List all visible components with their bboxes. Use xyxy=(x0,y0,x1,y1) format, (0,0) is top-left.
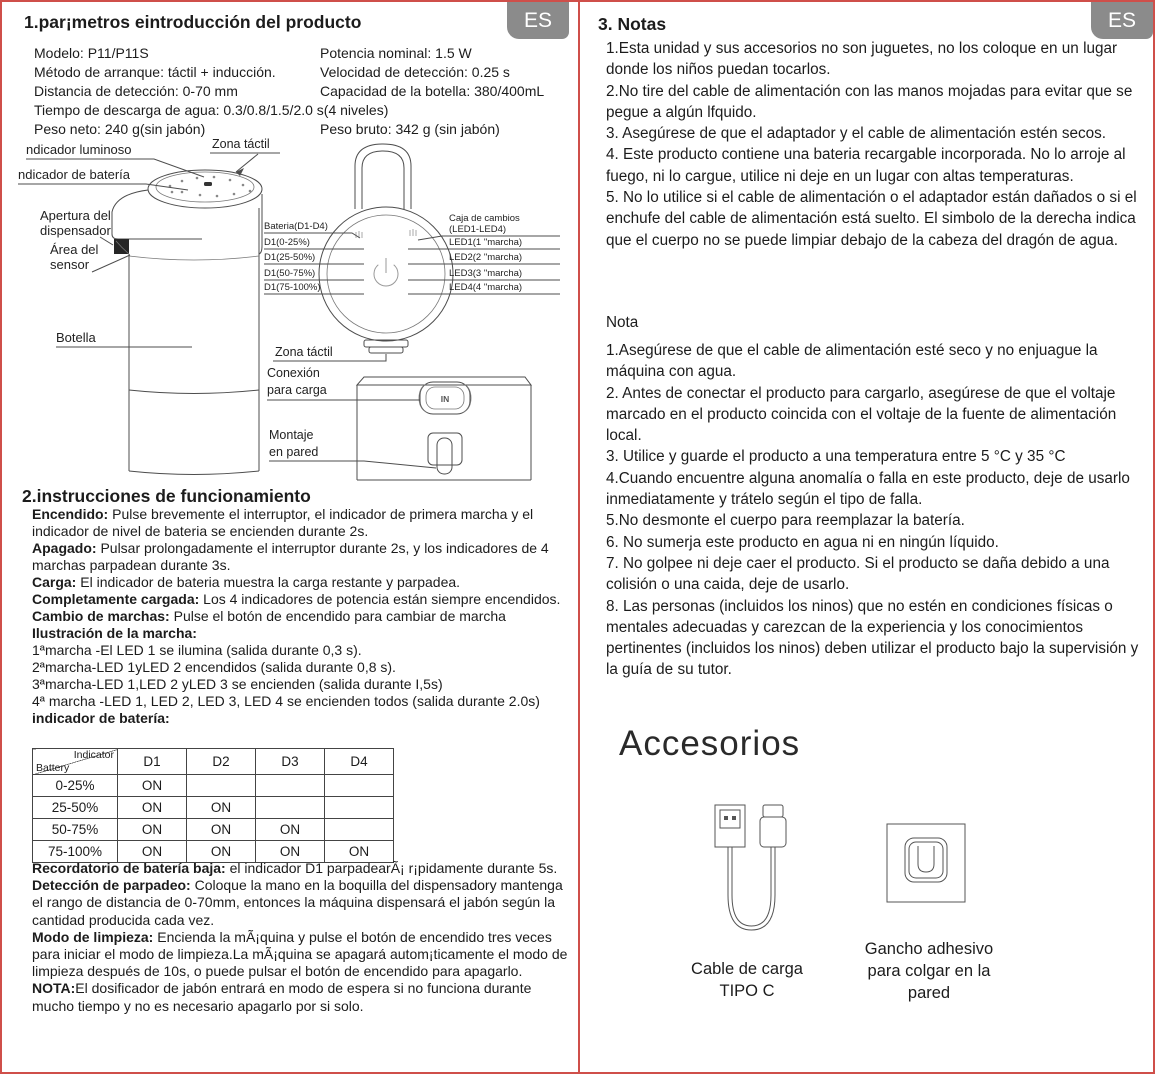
hook-caption xyxy=(834,938,1024,1004)
instruction-item xyxy=(32,642,569,659)
instruction-text: Pulsar prolongadamente el interruptor durante 2s, y los indicadores de 4 marchas parpadean durante 3s. xyxy=(32,540,549,573)
note-item: 3. Asegúrese de que el adaptador y el cable de alimentación estén secos. xyxy=(606,125,1107,143)
instruction-text: 3ªmarcha-LED 1,LED 2 yLED 3 se encienden (salida durante I,5s) xyxy=(32,676,443,692)
label-charge-connection: para carga xyxy=(267,383,327,397)
table-row xyxy=(33,775,394,797)
language-badge xyxy=(507,2,569,39)
wall-hook-icon xyxy=(885,822,967,908)
instruction-lead: Completamente cargada: xyxy=(32,591,200,607)
port-label: IN xyxy=(440,394,450,404)
table-cell: ON xyxy=(325,841,394,863)
instruction-lead: Ilustración de la marcha: xyxy=(32,625,197,641)
adhesive-pad xyxy=(887,824,965,902)
label-sensor-area: sensor xyxy=(50,257,90,272)
corner-label-indicator: Indicator xyxy=(73,749,114,761)
parameter-value: Capacidad de la botella: 380/400mL xyxy=(320,83,545,99)
instruction-item xyxy=(32,591,569,608)
hook-caption-line: Gancho adhesivo xyxy=(864,940,994,958)
section3-title: 3. Notas xyxy=(598,14,667,34)
table-cell: ON xyxy=(256,841,325,863)
table-cell: ON xyxy=(118,797,187,819)
label-battery-level: D1(25-50%) xyxy=(264,252,316,263)
section2-title: 2.instrucciones de funcionamiento xyxy=(22,486,311,506)
hook-caption-line: para colgar en la xyxy=(867,962,991,980)
parameter-row xyxy=(34,44,569,63)
nota-item: 8. Las personas (incluidos los ninos) que no estén en condiciones físicas o mentales adecuadas y carezcan de la experiencia y los conocimientos pertinentes (incluidos los ninos) deben utilizar el producto bajo la supervisión y la guía de su tutor. xyxy=(606,597,1139,679)
instruction-lead: Encendido: xyxy=(32,506,109,522)
language-badge xyxy=(1091,2,1153,39)
parameter-row xyxy=(34,63,569,82)
label-battery-level: D1(0-25%) xyxy=(264,237,310,248)
dispenser-side-view xyxy=(112,170,262,475)
instruction-item xyxy=(32,506,569,540)
label-touch-zone-bottom: Zona táctil xyxy=(275,345,333,359)
label-battery-level: D1(75-100%) xyxy=(264,282,321,293)
instruction-text: el indicador D1 parpadearÃ¡ r¡pidamente durante 5s. xyxy=(225,860,558,876)
usb-cable-icon xyxy=(707,800,797,945)
instruction-item xyxy=(32,877,572,929)
table-cell: ON xyxy=(118,775,187,797)
instruction-text: Encienda la mÃ¡quina y pulse el botón de encendido tres veces para iniciar el modo de limpieza.La mÃ¡quina se apagará autom¡ticamente el modo de limpieza después de 10s, o puede pulsar el botón de encendido para apagarlo. xyxy=(32,928,568,980)
dispenser-back-view xyxy=(357,377,531,480)
table-header-row xyxy=(33,749,394,775)
parameter-value: Distancia de detección: 0-70 mm xyxy=(34,83,238,99)
cable-caption-line: Cable de carga xyxy=(691,960,803,978)
battery-indicator-table xyxy=(32,748,394,863)
instruction-lead: Cambio de marchas: xyxy=(32,608,170,624)
section1-title: 1.par¡metros eintroducción del producto xyxy=(24,12,362,32)
note-item: 2.No tire del cable de alimentación con las manos mojadas para evitar que se pegue a algún lfquido. xyxy=(606,82,1133,121)
table-cell: ON xyxy=(256,819,325,841)
hook-caption-line: pared xyxy=(907,984,951,1002)
nota-item: 2. Antes de conectar el producto para cargarlo, asegúrese de que el voltaje marcado en el producto coincida con el voltaje de la fuente de alimentación local. xyxy=(606,384,1117,445)
nota-item: 5.No desmonte el cuerpo para reemplazar la batería. xyxy=(606,512,965,530)
power-icon xyxy=(374,258,398,286)
label-wall-mount: Montaje xyxy=(269,428,314,442)
instruction-lead: Detección de parpadeo: xyxy=(32,877,191,894)
table-row xyxy=(33,797,394,819)
gear-indicator-mark xyxy=(410,229,416,236)
parameter-value: Peso neto: 240 g(sin jabón) xyxy=(34,121,206,137)
instruction-lead: NOTA: xyxy=(32,980,76,997)
language-badge-label: ES xyxy=(523,8,552,32)
nota-item: 4.Cuando encuentre alguna anomalía o falla en este producto, deje de usarlo inmediatamente y trátelo según el tipo de falla. xyxy=(606,469,1130,509)
instruction-text: Los 4 indicadores de potencia están siempre encendidos. xyxy=(199,591,561,607)
parameters-block xyxy=(34,44,569,139)
instruction-item xyxy=(32,710,569,727)
row-label: 25-50% xyxy=(33,797,118,819)
label-indicator-light: ndicador luminoso xyxy=(26,142,132,157)
instruction-item xyxy=(32,980,572,1014)
instruction-item xyxy=(32,929,572,981)
note-item: 1.Esta unidad y sus accesorios no son juguetes, no los coloque en un lugar donde los niños puedan tocarlos. xyxy=(606,40,1118,79)
parameter-row xyxy=(34,82,569,101)
touch-mark xyxy=(204,182,212,186)
label-led-level: LED2(2 "marcha) xyxy=(449,252,523,263)
parameter-value: Velocidad de detección: 0.25 s xyxy=(320,64,510,80)
table-col-header: D1 xyxy=(118,749,187,775)
table-cell: ON xyxy=(118,819,187,841)
instruction-text: Pulse brevemente el interruptor, el indicador de primera marcha y el indicador de nivel de bateria se encienden durante 2s. xyxy=(32,506,534,539)
instruction-lead: Modo de limpieza: xyxy=(32,928,154,945)
indicator-dots xyxy=(169,176,252,198)
parameter-value: Método de arranque: táctil + inducción. xyxy=(34,64,276,80)
corner-label-battery: Battery xyxy=(36,762,70,774)
table-corner-cell xyxy=(33,749,118,775)
label-battery-indicator: ndicador de batería xyxy=(18,167,131,182)
instruction-text: Pulse el botón de encendido para cambiar de marcha xyxy=(169,608,506,624)
instruction-text: 4ª marcha -LED 1, LED 2, LED 3, LED 4 se encienden todos (salida durante 2.0s) xyxy=(32,693,540,709)
language-badge-label: ES xyxy=(1107,8,1136,32)
table-cell: ON xyxy=(187,841,256,863)
table-row xyxy=(33,819,394,841)
cable-caption xyxy=(662,958,832,1002)
product-diagram xyxy=(12,134,572,486)
table-cell xyxy=(187,775,256,797)
parameter-value: Modelo: P11/P11S xyxy=(34,45,149,61)
table-cell xyxy=(325,797,394,819)
table-cell: ON xyxy=(187,819,256,841)
label-battery-group: Bateria(D1-D4) xyxy=(264,221,328,232)
nota-list xyxy=(606,340,1141,681)
table-cell: ON xyxy=(187,797,256,819)
label-dispenser-opening: dispensador xyxy=(40,223,111,238)
usb-c-plug xyxy=(760,817,786,847)
label-dispenser-opening: Apertura del xyxy=(40,208,111,223)
label-charge-connection: Conexión xyxy=(267,366,320,380)
instruction-text: Coloque la mano en la boquilla del dispensadory mantenga el rango de distancia de 0-70mm, entonces la máquina dispensará el jabón según la cantidad producida cada vez. xyxy=(32,877,563,928)
label-led-level: LED1(1 "marcha) xyxy=(449,237,523,248)
note-item: 4. Este producto contiene una bateria recargable incorporada. No lo arroje al fuego, ni lo cargue, utilice ni deje en un lugar con altas temperaturas. xyxy=(606,146,1126,185)
instruction-lead: Carga: xyxy=(32,574,77,590)
usb-c-tip xyxy=(763,805,783,817)
parameter-value: Potencia nominal: 1.5 W xyxy=(320,45,472,61)
nota-item: 1.Asegúrese de que el cable de alimentación esté seco y no enjuague la máquina con agua. xyxy=(606,342,1098,381)
label-touch-zone-top: Zona táctil xyxy=(212,137,270,151)
table-col-header: D4 xyxy=(325,749,394,775)
instruction-lead: Apagado: xyxy=(32,540,97,556)
instruction-text: 2ªmarcha-LED 1yLED 2 encendidos (salida durante 0,8 s). xyxy=(32,659,396,675)
table-cell xyxy=(325,819,394,841)
parameter-value: Peso bruto: 342 g (sin jabón) xyxy=(320,121,500,137)
label-gearbox: (LED1-LED4) xyxy=(449,224,507,235)
label-battery-level: D1(50-75%) xyxy=(264,268,316,279)
instruction-text: El indicador de bateria muestra la carga restante y parpadea. xyxy=(76,574,461,590)
instruction-item xyxy=(32,540,569,574)
instruction-item xyxy=(32,574,569,591)
note-item: 5. No lo utilice si el cable de alimentación o el adaptador están dañados o si el enchufe del cable de alimentación está suelto. El simbolo de la derecha indica que el cuerpo no se puede limpiar debajo de la cabeza del dragón de agua. xyxy=(606,189,1137,249)
table-col-header: D3 xyxy=(256,749,325,775)
table-cell xyxy=(256,797,325,819)
instruction-item xyxy=(32,625,569,642)
nota-item: 6. No sumerja este producto en agua ni en ningún líquido. xyxy=(606,533,999,551)
instruction-text: El dosificador de jabón entrará en modo de espera si no funciona durante mucho tiempo y no es necesario apagarlo por si solo. xyxy=(32,980,532,1014)
label-gearbox: Caja de cambios xyxy=(449,213,520,224)
label-led-level: LED3(3 "marcha) xyxy=(449,268,523,279)
row-label: 75-100% xyxy=(33,841,118,863)
table-col-header: D2 xyxy=(187,749,256,775)
instruction-item xyxy=(32,860,572,877)
label-led-level: LED4(4 "marcha) xyxy=(449,282,523,293)
parameter-value: Tiempo de descarga de agua: 0.3/0.8/1.5/2.0 s(4 niveles) xyxy=(34,102,389,118)
instruction-item xyxy=(32,676,569,693)
notes-list xyxy=(606,38,1141,251)
instruction-item xyxy=(32,608,569,625)
table-cell xyxy=(256,775,325,797)
table-cell: ON xyxy=(118,841,187,863)
accessories-heading: Accesorios xyxy=(619,724,801,763)
operation-instructions-continued xyxy=(32,860,572,1015)
instruction-item xyxy=(32,693,569,710)
instruction-item xyxy=(32,659,569,676)
page-divider xyxy=(578,2,580,1072)
nota-item: 3. Utilice y guarde el producto a una temperatura entre 5 °C y 35 °C xyxy=(606,448,1066,466)
row-label: 0-25% xyxy=(33,775,118,797)
instruction-text: 1ªmarcha -El LED 1 se ilumina (salida durante 0,3 s). xyxy=(32,642,362,658)
instruction-lead: Recordatorio de batería baja: xyxy=(32,860,226,876)
instruction-lead: indicador de batería: xyxy=(32,710,170,726)
table-cell xyxy=(325,775,394,797)
parameter-row xyxy=(34,101,569,120)
nota-subheading: Nota xyxy=(606,314,639,331)
label-wall-mount: en pared xyxy=(269,445,319,459)
cable-caption-line: TIPO C xyxy=(719,982,775,1000)
operation-instructions xyxy=(32,506,569,727)
label-bottle: Botella xyxy=(56,330,96,345)
row-label: 50-75% xyxy=(33,819,118,841)
nota-item: 7. No golpee ni deje caer el producto. Si el producto se daña debido a una colisión o una caida, deje de usarlo. xyxy=(606,554,1110,594)
hook-slot xyxy=(918,846,934,872)
label-sensor-area: Área del xyxy=(50,242,99,257)
